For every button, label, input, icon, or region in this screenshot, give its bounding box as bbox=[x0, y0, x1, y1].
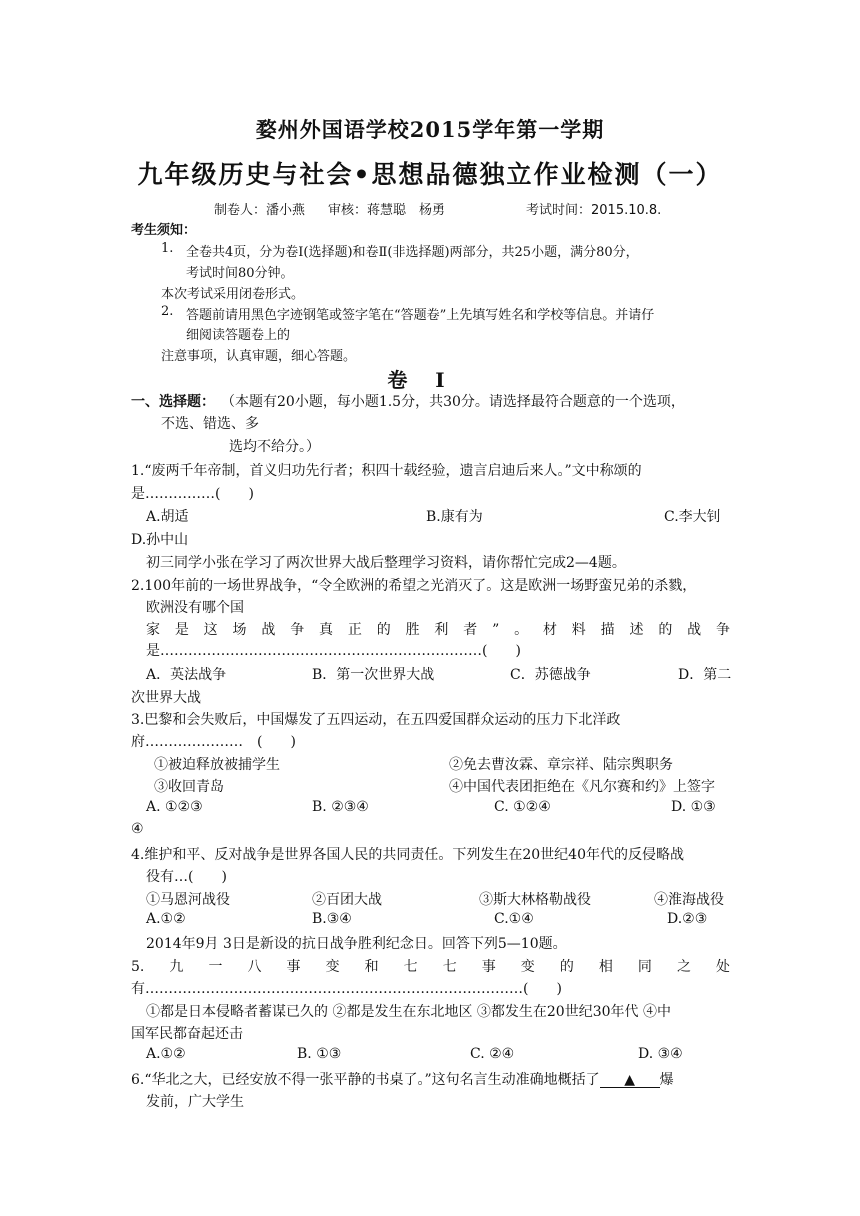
q2-option-b: B．第一次世界大战 bbox=[312, 667, 435, 683]
notice-item1-line2: 考试时间80分钟。 bbox=[186, 266, 294, 281]
q6-stem-line1 bbox=[131, 1069, 674, 1089]
q5-option-b: B. ①③ bbox=[297, 1046, 342, 1062]
q5-statements-line2: 国军民都奋起还击 bbox=[131, 1026, 243, 1042]
q2-option-d: D．第二 bbox=[678, 667, 732, 683]
q3-option-d: D. ①③ bbox=[671, 799, 716, 815]
q3-item-1: ①被迫释放被捕学生 bbox=[154, 757, 280, 773]
intro-questions-5-10: 2014年9月 3日是新设的抗日战争胜利纪念日。回答下列5—10题。 bbox=[146, 936, 567, 952]
q5-option-d: D. ③④ bbox=[638, 1046, 683, 1062]
section-heading: 一、选择题： bbox=[131, 394, 215, 410]
notice-item1-line1: 全卷共4页，分为卷Ⅰ(选择题)和卷Ⅱ(非选择题)两部分，共25小题，满分80分， bbox=[186, 245, 639, 260]
notice-item2-number: 2. bbox=[161, 304, 174, 319]
notice-item2-line2: 细阅读答题卷上的 bbox=[186, 328, 291, 343]
q1-option-d: D.孙中山 bbox=[131, 532, 189, 548]
q5-statements-line1: ①都是日本侵略者蓄谋已久的 ②都是发生在东北地区 ③都发生在20世纪30年代 ④中 bbox=[146, 1004, 671, 1020]
q4-option-a: A.①② bbox=[146, 911, 186, 927]
q2-option-a: A．英法战争 bbox=[146, 667, 227, 683]
q2-stem-line1: 2.100年前的一场世界战争，“令全欧洲的希望之光消灭了。这是欧洲一场野蛮兄弟的杀戮， bbox=[131, 578, 697, 594]
q4-item-3: ③斯大林格勒战役 bbox=[479, 892, 591, 908]
q4-option-d: D.②③ bbox=[667, 911, 708, 927]
q4-stem-line1: 4.维护和平、反对战争是世界各国人民的共同责任。下列发生在20世纪40年代的反侵略战 bbox=[131, 847, 684, 863]
q1-option-a: A.胡适 bbox=[146, 509, 189, 525]
q5-stem-line2: 有………………………………………………………………………( ) bbox=[131, 981, 562, 997]
section-instructions-line1: （本题有20小题，每小题1.5分，共30分。请选择最符合题意的一个选项， bbox=[221, 394, 685, 410]
q3-stem-line2: 府………………… ( ) bbox=[131, 734, 296, 750]
q4-stem-line2: 役有…( ) bbox=[146, 869, 227, 885]
q6-stem-text: 6.“华北之大，已经安放不得一张平静的书桌了。”这句名言生动准确地概括了 bbox=[131, 1072, 600, 1088]
q2-option-c: C．苏德战争 bbox=[510, 667, 591, 683]
q4-item-2: ②百团大战 bbox=[312, 892, 382, 908]
q2-option-d-continued: 次世界大战 bbox=[131, 690, 201, 706]
q2-stem-line3: 家是这场战争真正的胜利者”。材料描述的战争 bbox=[146, 622, 730, 638]
q3-item-3: ③收回青岛 bbox=[154, 779, 224, 795]
creator-text: 制卷人：潘小燕 bbox=[214, 203, 306, 218]
q4-option-c: C.①④ bbox=[494, 911, 534, 927]
q5-option-c: C. ②④ bbox=[470, 1046, 515, 1062]
q1-stem-line2: 是……………( ) bbox=[131, 486, 254, 502]
q3-item-4: ④中国代表团拒绝在《凡尔赛和约》上签字 bbox=[449, 779, 715, 795]
q5-option-a: A.①② bbox=[146, 1046, 186, 1062]
section-instructions-line2: 不选、错选、多 bbox=[161, 416, 259, 432]
q5-stem-line1: 5.九一八事变和七七事变的相同之处 bbox=[131, 959, 730, 975]
q1-stem-line1: 1.“废两千年帝制，首义归功先行者；积四十载经验，遗言启迪后来人。”文中称颂的 bbox=[131, 463, 642, 479]
q1-option-c: C.李大钊 bbox=[664, 509, 721, 525]
section-title: 卷Ⅰ bbox=[387, 368, 473, 392]
intro-questions-2-4: 初三同学小张在学习了两次世界大战后整理学习资料，请你帮忙完成2—4题。 bbox=[146, 555, 626, 571]
answer-blank: ▲ bbox=[600, 1073, 660, 1088]
q3-option-b: B. ②③④ bbox=[312, 799, 369, 815]
q1-option-b: B.康有为 bbox=[426, 509, 483, 525]
exam-title: 九年级历史与社会•思想品德独立作业检测（一） bbox=[137, 160, 723, 189]
q3-option-a: A. ①②③ bbox=[146, 799, 203, 815]
notice-item1-number: 1. bbox=[161, 241, 174, 256]
q4-item-1: ①马恩河战役 bbox=[146, 892, 230, 908]
notice-closed-book: 本次考试采用闭卷形式。 bbox=[161, 287, 305, 302]
q2-stem-line2: 欧洲没有哪个国 bbox=[146, 600, 244, 616]
notice-heading: 考生须知： bbox=[131, 223, 197, 238]
reviewers-text: 审核：蒋慧聪 杨勇 bbox=[328, 203, 446, 218]
notice-item2-line3: 注意事项，认真审题，细心答题。 bbox=[161, 349, 357, 364]
section-instructions-line3: 选均不给分。） bbox=[229, 439, 320, 455]
q4-item-4: ④淮海战役 bbox=[654, 892, 724, 908]
q3-option-d-continued: ④ bbox=[131, 821, 144, 837]
q3-item-2: ②免去曹汝霖、章宗祥、陆宗舆职务 bbox=[449, 757, 673, 773]
q6-stem-line2: 发前，广大学生 bbox=[146, 1094, 244, 1110]
exam-time-text: 考试时间：2015.10.8. bbox=[526, 203, 662, 218]
q3-option-c: C. ①②④ bbox=[494, 799, 551, 815]
q4-option-b: B.③④ bbox=[312, 911, 352, 927]
q2-stem-line4: 是……………………………………………………………( ) bbox=[146, 643, 521, 659]
school-title: 婺州外国语学校2015学年第一学期 bbox=[255, 117, 605, 142]
q6-stem-tail: 爆 bbox=[659, 1072, 674, 1088]
notice-item2-line1: 答题前请用黑色字迹钢笔或签字笔在“答题卷”上先填写姓名和学校等信息。并请仔 bbox=[186, 308, 655, 323]
q3-stem-line1: 3.巴黎和会失败后，中国爆发了五四运动，在五四爱国群众运动的压力下北洋政 bbox=[131, 712, 621, 728]
